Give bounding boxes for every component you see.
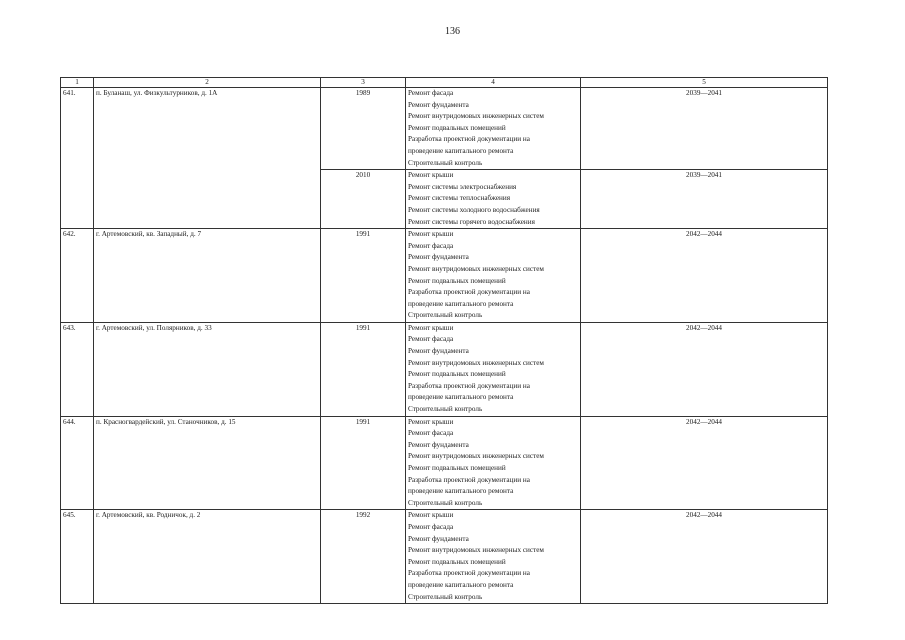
building-address: г. Артемовский, кв. Родничок, д. 2 xyxy=(94,510,321,604)
repair-work-item: Ремонт фасада xyxy=(408,241,454,250)
planned-period: 2042—2044 xyxy=(581,416,828,510)
repair-work-item: Ремонт крыши xyxy=(408,323,454,332)
repair-work-item: Разработка проектной документации на xyxy=(408,288,530,297)
repair-work-item: проведение капитального ремонта xyxy=(408,299,514,308)
building-address: п. Красногвардейский, ул. Станочников, д. 15 xyxy=(94,416,321,510)
table-row xyxy=(61,322,828,416)
row-number: 644. xyxy=(61,416,94,510)
repair-work-item: Ремонт фасада xyxy=(408,429,454,438)
repair-works-list xyxy=(406,170,581,229)
repair-work-item: Ремонт крыши xyxy=(408,417,454,426)
repair-work-item: Разработка проектной документации на xyxy=(408,381,530,390)
repair-works-list xyxy=(406,510,581,604)
row-number: 645. xyxy=(61,510,94,604)
repair-works-list xyxy=(406,416,581,510)
construction-year: 1989 xyxy=(321,88,406,170)
building-address: г. Артемовский, кв. Западный, д. 7 xyxy=(94,229,321,323)
repair-work-item: проведение капитального ремонта xyxy=(408,580,514,589)
building-address: г. Артемовский, ул. Полярников, д. 33 xyxy=(94,322,321,416)
construction-year: 1991 xyxy=(321,416,406,510)
table-row xyxy=(61,510,828,604)
column-number-3: 3 xyxy=(321,78,406,88)
repair-work-item: Ремонт фасада xyxy=(408,89,454,97)
repair-work-item: Ремонт внутридомовых инженерных систем xyxy=(408,452,544,461)
repair-work-item: Ремонт подвальных помещений xyxy=(408,370,506,379)
planned-period: 2042—2044 xyxy=(581,322,828,416)
repair-work-item: Ремонт системы теплоснабжения xyxy=(408,194,511,203)
column-number-row xyxy=(61,78,828,88)
repair-work-item: Ремонт фасада xyxy=(408,522,454,531)
planned-period: 2039—2041 xyxy=(581,170,828,229)
repair-work-item: проведение капитального ремонта xyxy=(408,146,514,155)
column-number-4: 4 xyxy=(406,78,581,88)
repair-work-item: Строительный контроль xyxy=(408,405,483,414)
repair-work-item: Строительный контроль xyxy=(408,311,483,320)
repair-work-item: Ремонт подвальных помещений xyxy=(408,123,506,132)
column-number-2: 2 xyxy=(94,78,321,88)
repair-work-item: Ремонт фундамента xyxy=(408,534,469,543)
repair-work-item: Ремонт фундамента xyxy=(408,253,469,262)
repair-work-item: Ремонт внутридомовых инженерных систем xyxy=(408,264,544,273)
table-body xyxy=(61,78,828,604)
table-row xyxy=(61,229,828,323)
repair-work-item: Ремонт внутридомовых инженерных систем xyxy=(408,358,544,367)
repair-work-item: Разработка проектной документации на xyxy=(408,475,530,484)
repair-schedule-table xyxy=(60,77,828,604)
repair-work-item: Ремонт подвальных помещений xyxy=(408,464,506,472)
row-number: 641. xyxy=(61,88,94,229)
repair-work-item: Ремонт фасада xyxy=(408,335,454,344)
repair-work-item: Строительный контроль xyxy=(408,158,483,167)
repair-work-item: Строительный контроль xyxy=(408,592,483,601)
page-number: 136 xyxy=(445,26,460,37)
repair-work-item: Ремонт системы электроснабжения xyxy=(408,182,517,191)
repair-work-item: Ремонт внутридомовых инженерных систем xyxy=(408,112,544,121)
table-row xyxy=(61,88,828,170)
row-number: 642. xyxy=(61,229,94,323)
repair-works-list xyxy=(406,88,581,170)
table-row xyxy=(61,416,828,510)
column-number-5: 5 xyxy=(581,78,828,88)
repair-work-item: проведение капитального ремонта xyxy=(408,393,514,402)
construction-year: 1991 xyxy=(321,229,406,323)
building-address: п. Буланаш, ул. Физкультурников, д. 1А xyxy=(94,88,321,229)
planned-period: 2042—2044 xyxy=(581,510,828,604)
column-number-1: 1 xyxy=(61,78,94,88)
repair-work-item: Разработка проектной документации на xyxy=(408,569,530,578)
repair-work-item: Ремонт крыши xyxy=(408,230,454,239)
repair-work-item: Разработка проектной документации на xyxy=(408,135,530,144)
repair-work-item: Ремонт крыши xyxy=(408,511,454,520)
repair-works-list xyxy=(406,322,581,416)
repair-work-item: Ремонт крыши xyxy=(408,171,454,180)
repair-works-list xyxy=(406,229,581,323)
repair-work-item: Ремонт фундамента xyxy=(408,100,469,109)
repair-work-item: Ремонт внутридомовых инженерных систем xyxy=(408,546,544,555)
repair-work-item: Ремонт системы горячего водоснабжения xyxy=(408,217,535,226)
row-number: 643. xyxy=(61,322,94,416)
repair-work-item: Ремонт подвальных помещений xyxy=(408,557,506,566)
repair-work-item: Ремонт подвальных помещений xyxy=(408,276,506,285)
construction-year: 1992 xyxy=(321,510,406,604)
construction-year: 1991 xyxy=(321,322,406,416)
repair-work-item: Ремонт фундамента xyxy=(408,440,469,449)
repair-work-item: Строительный контроль xyxy=(408,498,483,507)
repair-work-item: проведение капитального ремонта xyxy=(408,487,514,496)
planned-period: 2042—2044 xyxy=(581,229,828,323)
planned-period: 2039—2041 xyxy=(581,88,828,170)
construction-year: 2010 xyxy=(321,170,406,229)
repair-work-item: Ремонт системы холодного водоснабжения xyxy=(408,205,540,214)
repair-work-item: Ремонт фундамента xyxy=(408,347,469,356)
